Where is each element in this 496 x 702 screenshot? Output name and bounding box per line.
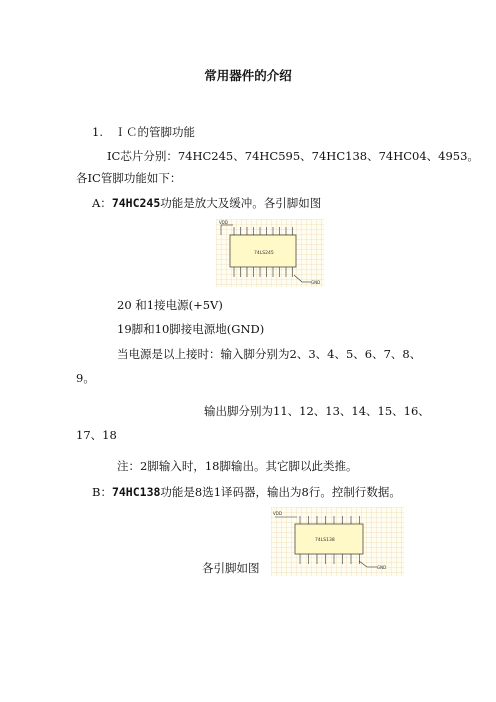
note-line: 注：2脚输入时，18脚输出。其它脚以此类推。 [117, 459, 358, 473]
section-heading: 1. ＩＣ的管脚功能 [92, 125, 195, 139]
output-pins-line-1: 输出脚分别为11、12、13、14、15、16、 [204, 404, 430, 418]
input-pins-line-2: 9。 [76, 371, 95, 385]
gnd-label: GND [377, 565, 387, 570]
page-title: 常用器件的介绍 [204, 68, 292, 83]
section-a-line [92, 196, 321, 210]
section-b-desc: 功能是8选1译码器，输出为8行。控制行数据。 [160, 485, 401, 499]
section-b-part: 74HC138 [111, 485, 161, 499]
intro-line-1: IC芯片分别：74HC245、74HC595、74HC138、74HC04、4953。 [107, 149, 479, 163]
vdd-label: VDD [219, 220, 228, 225]
section-b-pins-caption: 各引脚如图 [202, 561, 260, 575]
chip-label: 74LS138 [315, 538, 335, 543]
gnd-label: GND [311, 280, 321, 285]
section-b-label: B： [92, 485, 112, 499]
output-pins-line-2: 17、18 [76, 428, 117, 442]
chip-label: 74LS245 [254, 251, 274, 256]
vdd-label: VDD [273, 511, 282, 516]
ic-138-pin-diagram [271, 507, 404, 576]
ic-245-pin-diagram [216, 219, 324, 287]
pin-20-note: 20 和1接电源(+5V) [117, 298, 223, 312]
input-pins-line-1: 当电源是以上接时：输入脚分别为2、3、4、5、6、7、8、 [117, 347, 422, 361]
section-a-part: 74HC245 [111, 196, 161, 210]
intro-line-2: 各IC管脚功能如下： [76, 171, 182, 185]
pin-19-note: 19脚和10脚接电源地(GND) [117, 322, 265, 336]
section-a-desc: 功能是放大及缓冲。各引脚如图 [160, 196, 322, 210]
section-a-label: A： [92, 196, 112, 210]
section-b-line [92, 485, 401, 499]
